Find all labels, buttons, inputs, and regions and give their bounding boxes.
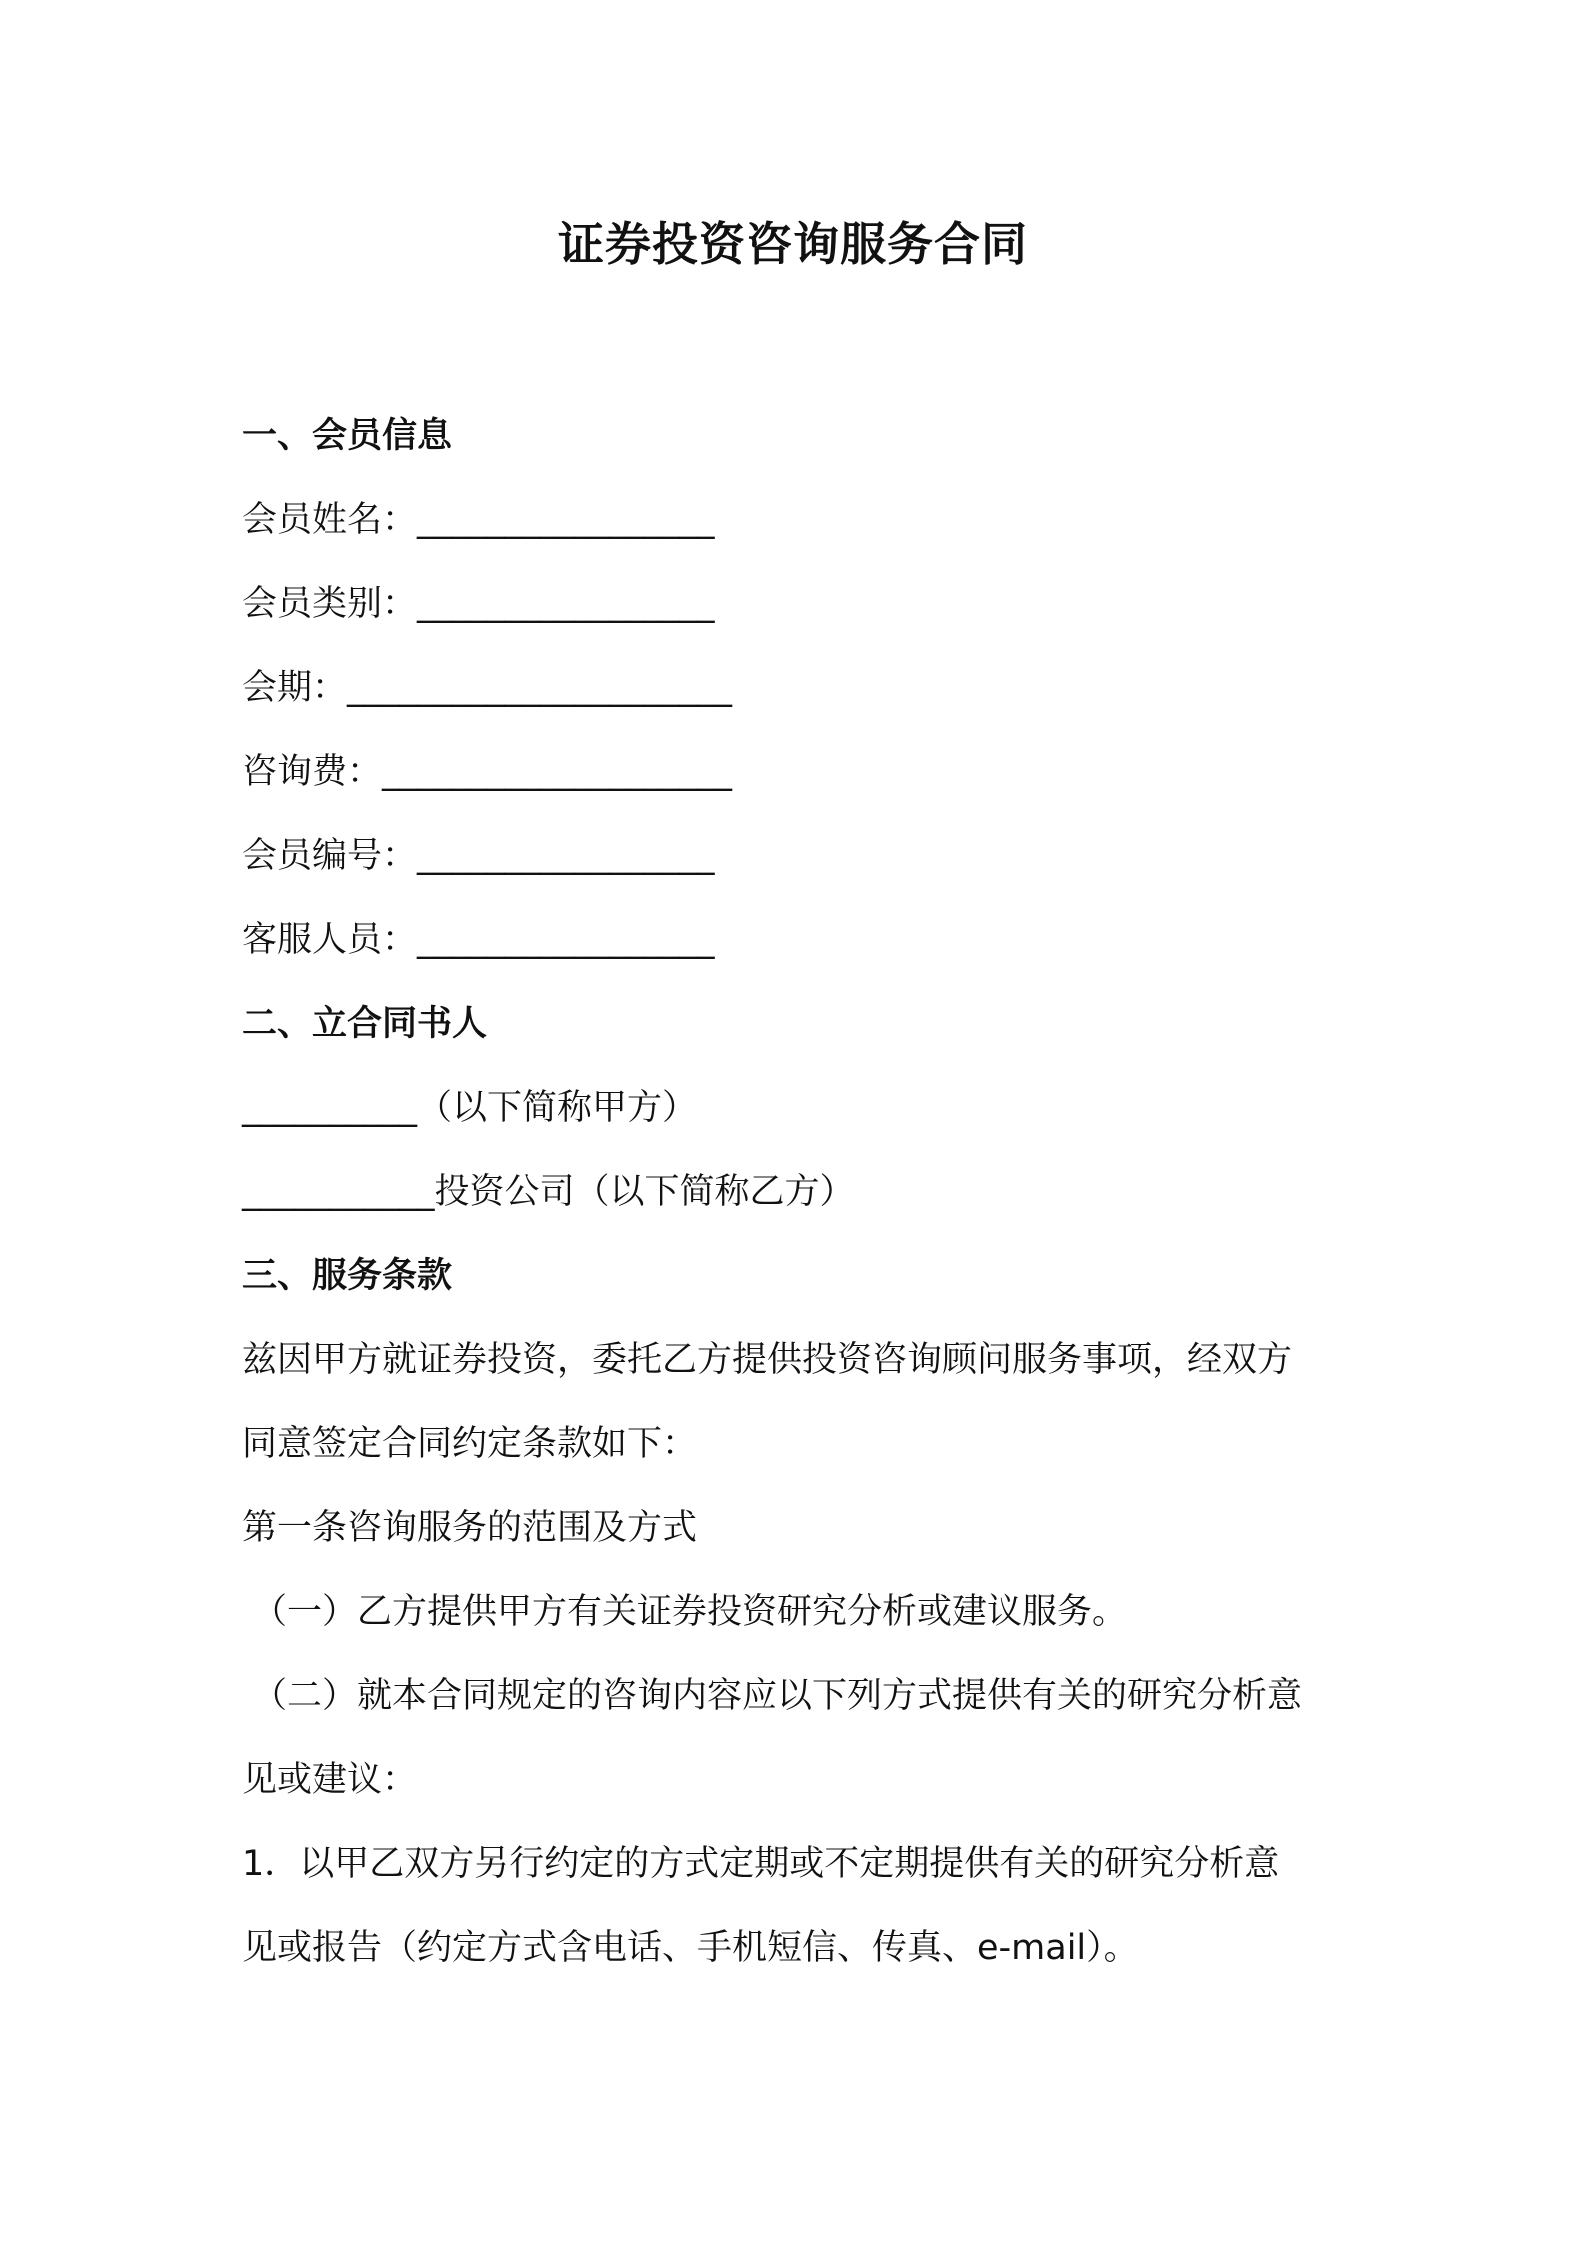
intro-paragraph-line-1: 兹因甲方就证券投资，委托乙方提供投资咨询顾问服务事项，经双方 [242,1340,1293,1380]
field-member-category: 会员类别：_________________ [242,584,715,624]
clause-item-1: （一）乙方提供甲方有关证券投资研究分析或建议服务。 [252,1592,1128,1632]
party-a-line: __________（以下简称甲方） [242,1088,698,1128]
field-membership-period: 会期：______________________ [242,668,733,708]
section-heading-service-terms: 三、服务条款 [242,1256,453,1296]
document-title: 证券投资咨询服务合同 [558,217,1028,271]
field-member-name: 会员姓名：_________________ [242,500,715,540]
section-heading-member-info: 一、会员信息 [242,416,453,456]
party-b-line: ___________投资公司（以下简称乙方） [242,1172,855,1212]
field-member-number: 会员编号：_________________ [242,836,715,876]
article-1-title: 第一条咨询服务的范围及方式 [242,1508,698,1548]
section-heading-parties: 二、立合同书人 [242,1004,488,1044]
field-customer-service-staff: 客服人员：_________________ [242,920,715,960]
sub-clause-1-line-1: 1．以甲乙双方另行约定的方式定期或不定期提供有关的研究分析意 [242,1844,1280,1884]
sub-clause-1-line-2: 见或报告（约定方式含电话、手机短信、传真、e-mail）。 [242,1928,1139,1968]
field-consulting-fee: 咨询费：____________________ [242,752,733,792]
clause-item-2-line-1: （二）就本合同规定的咨询内容应以下列方式提供有关的研究分析意 [252,1676,1303,1716]
intro-paragraph-line-2: 同意签定合同约定条款如下： [242,1424,698,1464]
clause-item-2-line-2: 见或建议： [242,1760,418,1800]
